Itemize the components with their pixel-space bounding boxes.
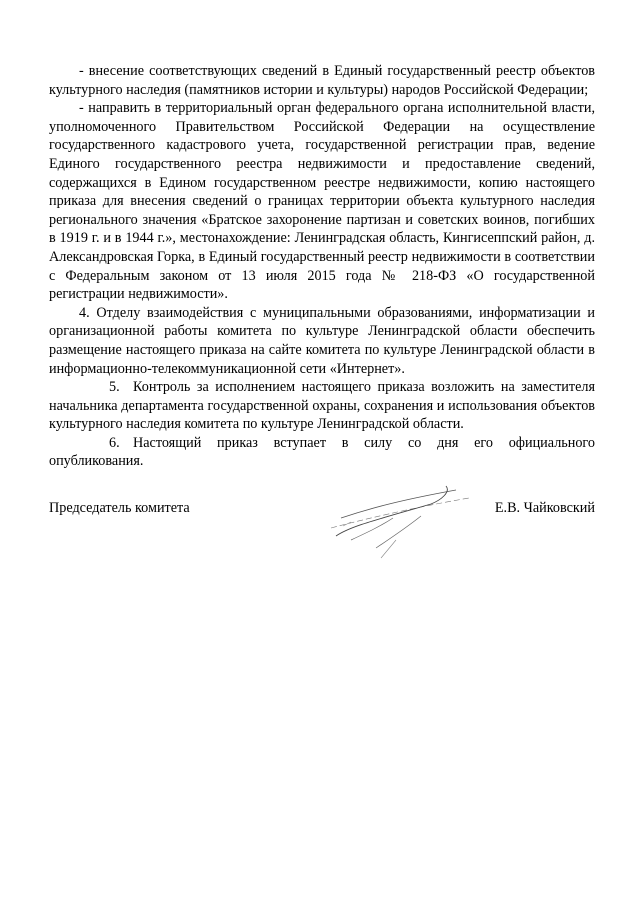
paragraph-number: 6. xyxy=(109,434,120,451)
paragraph-send-copy xyxy=(49,99,595,304)
signature-block xyxy=(49,500,595,560)
handwritten-signature xyxy=(281,478,471,568)
paragraph-5 xyxy=(49,378,595,434)
paragraph-text: 4. Отделу взаимодействия с муниципальными образованиями, информатизации и организационной работы комитета по культуре Ленинградской области обеспечить размещение настоящего приказа на сайте комитета по культуре Ленинградской области в информационно-телекоммуникационной сети «Интернет». xyxy=(49,304,595,377)
paragraph-6 xyxy=(49,434,595,471)
paragraph-text: - внесение соответствующих сведений в Единый государственный реестр объектов культурного наследия (памятников истории и культуры) народов Российской Федерации; xyxy=(49,63,595,98)
paragraph-number: 5. xyxy=(109,379,120,396)
signatory-title: Председатель комитета xyxy=(49,500,190,516)
document-body xyxy=(49,62,595,471)
paragraph-text: Контроль за исполнением настоящего приказа возложить на заместителя начальника департамента государственной охраны, сохранения и использования объектов культурного наследия комитета по культуре Ленинградской области. xyxy=(49,379,595,433)
signatory-name: Е.В. Чайковский xyxy=(494,500,595,516)
paragraph-text: Настоящий приказ вступает в силу со дня его официального опубликования. xyxy=(49,434,595,470)
paragraph-registry-entry xyxy=(49,62,595,99)
paragraph-text: - направить в территориальный орган федерального органа исполнительной власти, уполномоченного Правительством Российской Федерации на осуществление государственного кадастрового учета, государственной регистрации прав, ведение Единого государственного реестра недвижимости и предоставление сведений, содержащихся в Едином государственном реестре недвижимости, копию настоящего приказа для внесения сведений о границах территории объекта культурного наследия регионального значения «Братское захоронение партизан и советских воинов, погибших в 1919 г. и в 1944 г.», местонахождение: Ленинградская область, Кингисеппский район, д. Александровская Горка, в Единый государственный реестр недвижимости в соответствии с Федеральным законом от 13 июля 2015 года № 218-ФЗ «О государственной регистрации недвижимости». xyxy=(49,100,595,303)
paragraph-4 xyxy=(49,304,595,378)
